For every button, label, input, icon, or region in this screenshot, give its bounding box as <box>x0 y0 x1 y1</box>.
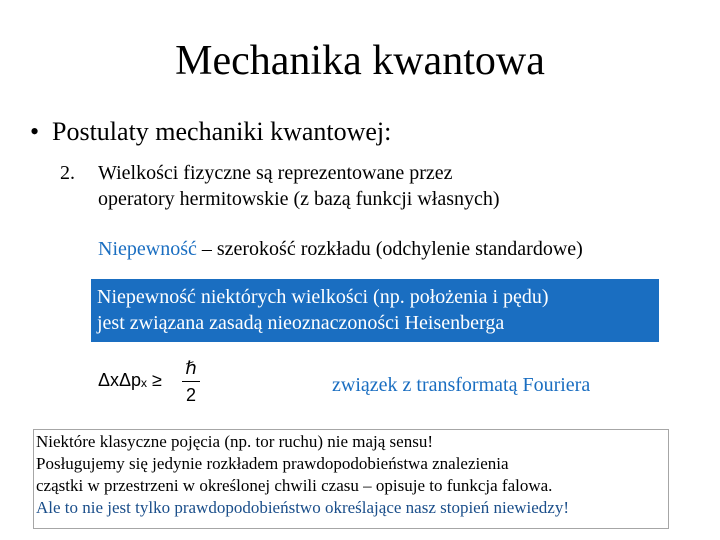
fraction-bar <box>182 381 200 382</box>
note-line-3: cząstki w przestrzeni w określonej chwili czasu – opisuje to funkcja falowa. <box>36 476 553 495</box>
heisenberg-box <box>91 279 659 342</box>
bullet-symbol: • <box>30 117 40 146</box>
formula-fraction <box>182 357 200 406</box>
fourier-note: związek z transformatą Fouriera <box>332 374 591 396</box>
formula-lhs: ΔxΔpₓ ≥ <box>98 370 162 390</box>
uncertainty-text: – szerokość rozkładu (odchylenie standardowe) <box>196 238 583 260</box>
note-box <box>33 429 669 529</box>
bullet-text: Postulaty mechaniki kwantowej: <box>52 117 392 146</box>
bullet-postulates <box>30 116 391 148</box>
list-item-line-2: operatory hermitowskie (z bazą funkcji własnych) <box>98 188 500 210</box>
formula-denominator: 2 <box>185 385 196 405</box>
list-item-text <box>98 160 500 212</box>
note-line-2: Posługujemy się jedynie rozkładem prawdopodobieństwa znalezienia <box>36 454 509 473</box>
list-item-line-1: Wielkości fizyczne są reprezentowane przez <box>98 162 453 184</box>
uncertainty-formula <box>98 355 208 411</box>
note-line-1: Niektóre klasyczne pojęcia (np. tor ruchu) nie mają sensu! <box>36 432 433 451</box>
list-item-2 <box>60 160 500 212</box>
heisenberg-line-2: jest związana zasadą nieoznaczoności Heisenberga <box>97 312 505 334</box>
note-line-4: Ale to nie jest tylko prawdopodobieństwo określające nasz stopień niewiedzy! <box>36 498 569 517</box>
heisenberg-line-1: Niepewność niektórych wielkości (np. położenia i pędu) <box>97 286 549 308</box>
formula-numerator: ℏ <box>185 358 197 378</box>
list-item-number: 2. <box>60 162 75 184</box>
uncertainty-definition <box>98 236 583 262</box>
uncertainty-keyword: Niepewność <box>98 238 197 260</box>
slide-title: Mechanika kwantowa <box>175 38 545 84</box>
